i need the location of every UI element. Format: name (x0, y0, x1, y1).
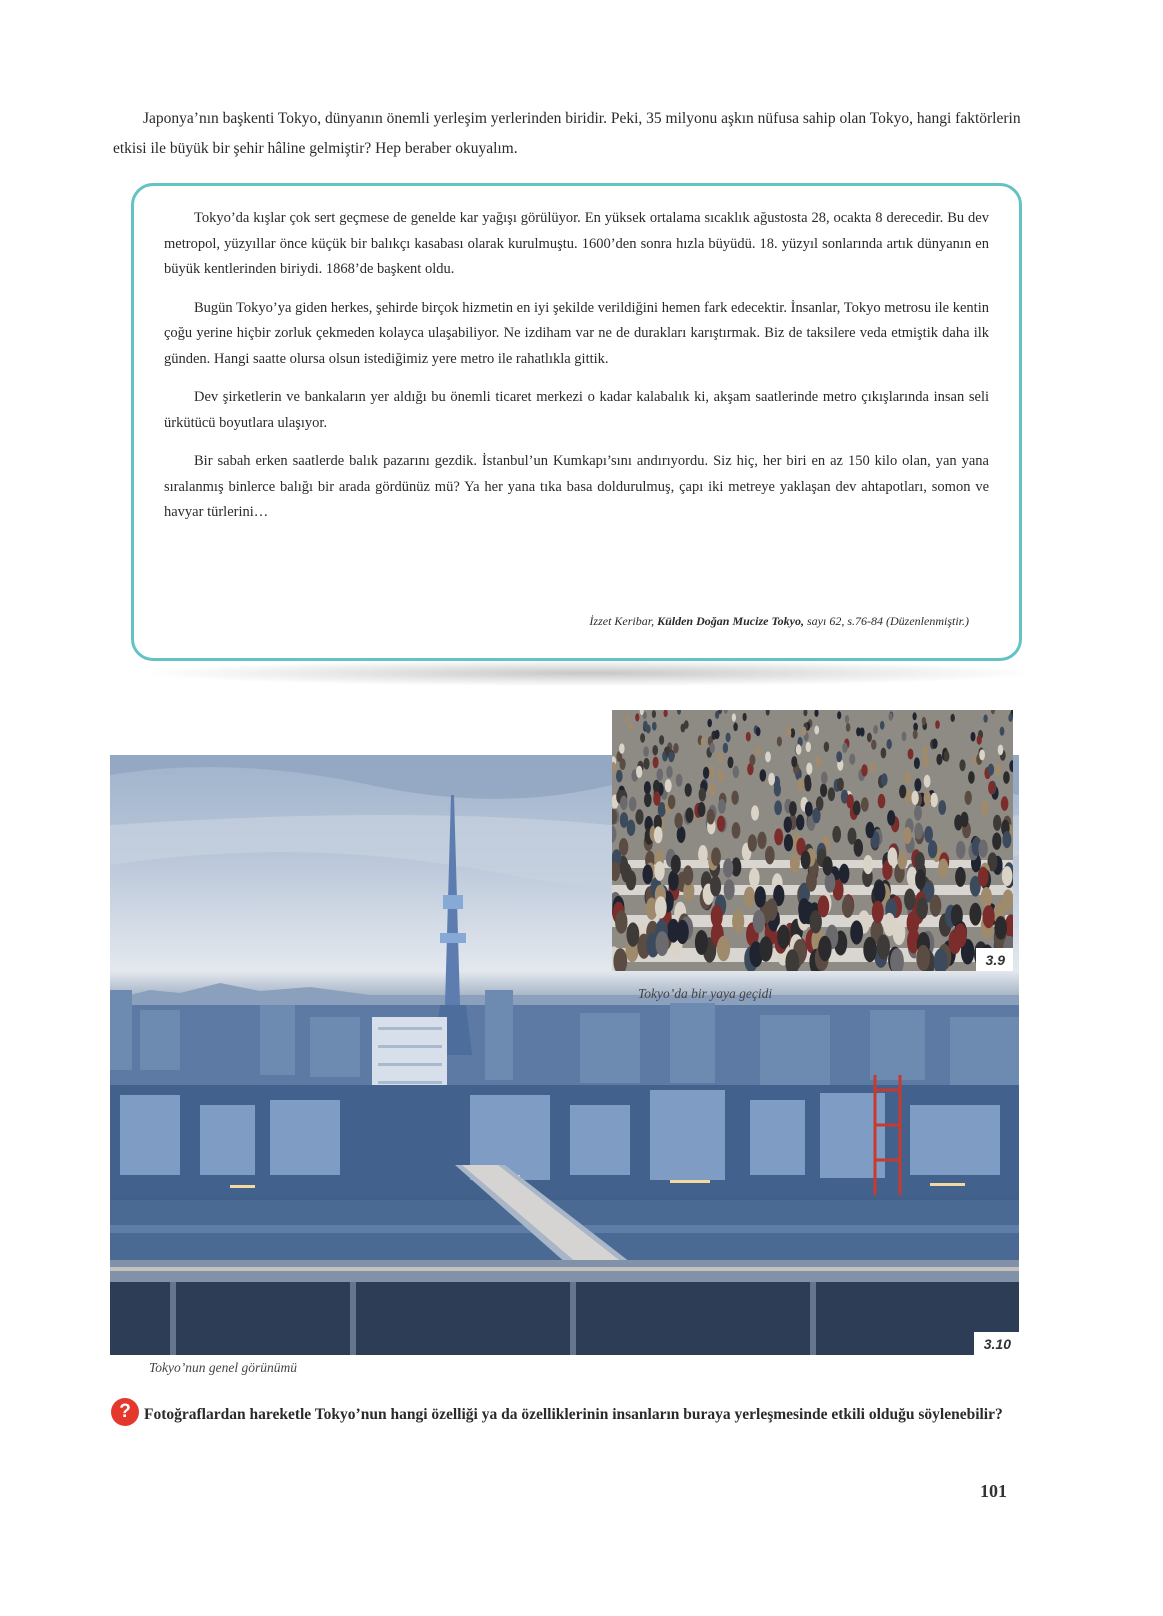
crowd-photo-caption: Tokyo’da bir yaya geçidi (638, 986, 773, 1001)
crowd-crossing-photo (612, 710, 1013, 971)
source-details: sayı 62, s.76-84 (Düzenlenmiştir.) (807, 614, 969, 628)
question-icon: ? (111, 1398, 139, 1426)
reading-paragraph-4: Bir sabah erken saatlerde balık pazarını gezdik. İstanbul’un Kumkapı’sını andırıyordu. Siz hiç, her biri en az 150 kilo olan, yan yana sıralanmış binlerce balığı bir arada gördünüz mü? Ya her yana tıka basa doldurulmuş, çapı iki metreye yaklaşan dev ahtapotları, somon ve havyar türlerini… (164, 453, 989, 520)
city-photo-caption: Tokyo’nun genel görünümü (149, 1360, 297, 1375)
page-number: 101 (980, 1481, 1007, 1501)
reading-paragraph-3: Dev şirketlerin ve bankaların yer aldığı bu önemli ticaret merkezi o kadar kalabalık ki, akşam saatlerinde metro çıkışlarında insan seli ürkütücü boyutlara ulaşıyor. (164, 389, 989, 431)
reading-source (589, 614, 969, 629)
figure-number-3-10: 3.10 (974, 1332, 1019, 1355)
question-text: Fotoğraflardan hareketle Tokyo’nun hangi özelliği ya da özelliklerinin insanların buraya yerleşmesinde etkili olduğu söylenebilir? (144, 1406, 1003, 1423)
source-author: İzzet Keribar, (589, 614, 655, 628)
crowd-illustration (612, 710, 1013, 971)
source-title: Külden Doğan Mucize Tokyo, (657, 614, 804, 628)
reading-paragraph-1: Tokyo’da kışlar çok sert geçmese de genelde kar yağışı görülüyor. En yüksek ortalama sıcaklık ağustosta 28, ocakta 8 derecedir. Bu dev metropol, yüzyıllar önce küçük bir balıkçı kasabası olarak kurulmuştu. 1600’den sonra hızla büyüdü. 18. yüzyıl sonlarında artık dünyanın en büyük kentlerinden biriydi. 1868’de başkent oldu. (164, 210, 989, 277)
reading-paragraph-2: Bugün Tokyo’ya giden herkes, şehirde birçok hizmetin en iyi şekilde verildiğini hemen fark edecektir. İnsanlar, Tokyo metrosu ile kentin çoğu yerine hiçbir zorluk çekmeden kolayca ulaşabiliyor. Ne izdiham var ne de durakları karıştırmak. Biz de taksilere veda etmiştik daha ilk günden. Hangi saatte olursa olsun istediğimiz yere metro ile rahatlıkla gittik. (164, 299, 989, 367)
intro-paragraph: Japonya’nın başkenti Tokyo, dünyanın önemli yerleşim yerlerinden biridir. Peki, 35 milyonu aşkın nüfusa sahip olan Tokyo, hangi faktörlerin etkisi ile büyük bir şehir hâline gelmiştir? Hep beraber okuyalım. (113, 110, 1021, 157)
figure-number-3-9: 3.9 (976, 948, 1013, 971)
reading-box (131, 183, 1022, 661)
reading-box-shadow (150, 660, 1030, 686)
